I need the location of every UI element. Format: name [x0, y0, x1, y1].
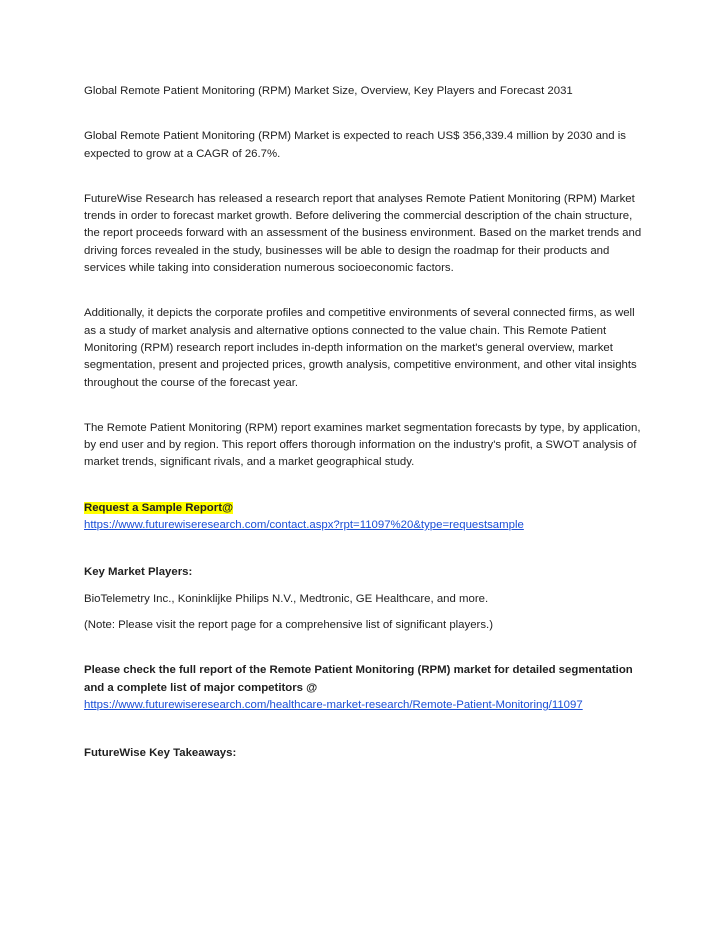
paragraph-segmentation: The Remote Patient Monitoring (RPM) report examines market segmentation forecasts by type, by application, by end user and by region. This report offers thorough information on the industry's profit, a SWOT analysis of market trends, significant rivals, and a market geographical study.: [84, 421, 641, 469]
key-players-heading: Key Market Players:: [84, 566, 193, 579]
key-players-note: (Note: Please visit the report page for a comprehensive list of significant players.): [84, 618, 493, 631]
sample-request-section: [84, 500, 644, 535]
sample-request-label: Request a Sample Report@: [84, 501, 234, 514]
intro-paragraph: Global Remote Patient Monitoring (RPM) Market is expected to reach US$ 356,339.4 million by 2030 and is expected to grow at a CAGR of 26.7%.: [84, 130, 626, 160]
key-players-list: BioTelemetry Inc., Koninklijke Philips N.V., Medtronic, GE Healthcare, and more.: [84, 592, 489, 605]
document-title: Global Remote Patient Monitoring (RPM) Market Size, Overview, Key Players and Forecast 2031: [84, 85, 573, 97]
document-body: [84, 83, 644, 762]
paragraph-research-overview: FutureWise Research has released a research report that analyses Remote Patient Monitoring (RPM) Market trends in order to forecast market growth. Before delivering the commercial description of the chain structure, the report proceeds forward with an assessment of the business environment. Based on the market trends and driving forces revealed in the study, businesses will be able to design the roadmap for their products and services while taking into consideration numerous socioeconomic factors.: [84, 192, 642, 275]
full-report-link[interactable]: https://www.futurewiseresearch.com/healthcare-market-research/Remote-Patient-Monitoring/11097: [84, 698, 583, 711]
full-report-section: [84, 662, 644, 714]
sample-request-link[interactable]: https://www.futurewiseresearch.com/contact.aspx?rpt=11097%20&type=requestsample: [84, 519, 524, 532]
takeaways-heading: FutureWise Key Takeaways:: [84, 747, 237, 760]
full-report-text: Please check the full report of the Remote Patient Monitoring (RPM) market for detailed segmentation and a complete list of major competitors @: [84, 664, 633, 694]
paragraph-corporate-profiles: Additionally, it depicts the corporate profiles and competitive environments of several connected firms, as well as a study of market analysis and alternative options connected to the value chain. This Remote Patient Monitoring (RPM) research report includes in-depth information on the market's general overview, market segmentation, present and projected prices, growth analysis, competitive environment, and other vital insights throughout the course of the forecast year.: [84, 307, 637, 389]
